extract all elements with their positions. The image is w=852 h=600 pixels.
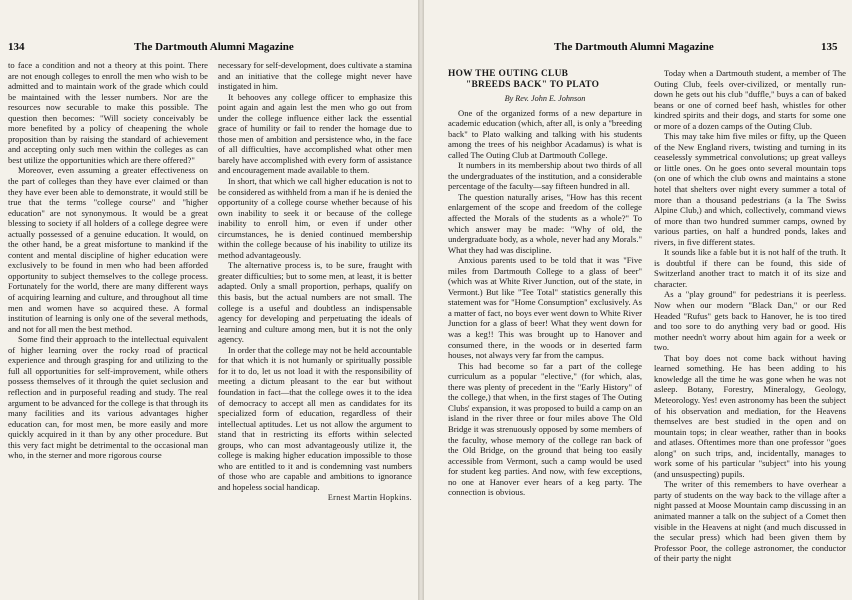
paragraph: Moreover, even assuming a greater effectiveness on the part of colleges than they have ever claimed or than they have ever been able to demonstrate, it would still be true that the terms "college course" and "higher education" are not synonymous. It would be a great blessing to society if all holders of a college degree were actually possessed of a genuine education. It would, on the other hand, be a great misfortune to mankind if the content and mental discipline of higher education were exclusively to be found in men who had been afforded opportunity to subject themselves to the college process. Fortunately for the world, there are many different ways of acquiring learning and culture, and throughout all time men and women have so acquired these. A formal institution of learning is only one of the several methods, and not for all men the best method. <box>8 165 208 334</box>
paragraph: In short, that which we call higher education is not to be considered as withheld from a man if he is denied the opportunity of a college course whether because of his own inability to seek it or because of the college inability to enroll him, or even if under other circumstances, he is denied continued membership within the college because of his inability to utilize its method advantageously. <box>218 176 413 260</box>
paragraph: This had become so far a part of the college curriculum as a popular "elective," (for which, alas, there was plenty of precedent in the "Early History" of the college,) that when, in the first stages of The Outing Clubs' expansion, it was proposed to build a camp on an island in the river three or four miles above The Old Bridge it was strenuously opposed by some members of the faculty, whose memory of the college ran back of the Old Bridge, on the ground that being too easily accessible from Vermont, such a camp would be used for student keg parties. And now, with few exceptions, no one at Hanover ever hears of a keg party. The connection is obvious. <box>448 360 642 498</box>
page-number-right: 135 <box>821 41 838 53</box>
paragraph: Today when a Dartmouth student, a member of The Outing Club, feels over-civilized, or mentally run-down he gets out his club "duffle," buys a can of baked beans or one of corned beef hash, whistles for other kindred spirits and their dogs, and starts for some one or more of a dozen camps of the Outing Club. <box>654 68 846 131</box>
article-title-line-2: "BREEDS BACK" TO PLATO <box>466 80 600 90</box>
paragraph: The writer of this remembers to have overhear a party of students on the way back to the village after a night passed at Moose Mountain camp discussing in an animated manner a talk on the subject of a Comet then visible in the Heavens at night (and much discussed in the secular press) which had been given them by Professor Poor, the college astronomer, the conductor of their party the night <box>654 479 846 564</box>
paragraph: This may take him five miles or fifty, up the Queen of the New England rivers, twisting and turning in its ceaselessly symmetrical convolutions; up great valleys or little ones. On he goes onto several mountain tops (on one of which the club owns and maintains a stone hotel that shelters over night every summer a total of more than a thousand pedestrians (a la The Swiss Alpine Club,) and which, collectively, command views of more than two hundred summer camps, owned by various parties, on half a hundred ponds, lakes and rivers, in five different states. <box>654 131 846 247</box>
paragraph: It sounds like a fable but it is not half of the truth. It is doubtful if there can be found, this side of Switzerland another tract to match it of its size and character. <box>654 247 846 289</box>
left-column-1 <box>8 60 208 461</box>
article-byline: By Rev. John E. Johnson <box>504 94 586 103</box>
running-head-left: The Dartmouth Alumni Magazine <box>134 41 294 53</box>
page-number-left: 134 <box>8 41 25 53</box>
paragraph: As a "play ground" for pedestrians it is peerless. Now when our modern "Black Dan," or our Red Headed "Rufus" gets back to Hanover, he is too tired and too sore to do anything very bad or good. His mother needn't worry about him again for a week or two. <box>654 289 846 353</box>
paragraph: It numbers in its membership about two thirds of all the undergraduates of the institution, and a considerable percentage of the faculty—say fifteen hundred in all. <box>448 160 642 192</box>
right-page <box>424 0 852 600</box>
left-column-2 <box>218 60 412 504</box>
paragraph: In order that the college may not be held accountable for that which it is not humanly or spiritually possible for it to do, let us not load it with the responsibility of meeting a dictum pleasant to the ear but without foundation in fact—that the college owes it to the idea of democracy to accept all men as candidates for its specialized form of education, regardless of their intellectual aptitudes. Let us not allow the argument to stand that in restricting its efforts within selected groups, who can most advantageously utilize it, the college is making higher education impossible to those who are entitled to it and is condemning vast numbers of those who are capable and ambitions to ignorance and hopeless social handicap. <box>218 344 412 492</box>
paragraph: Some find their approach to the intellectual equivalent of higher learning over the rocky road of practical experience and through grasping for and utilizing to the full all opportunities for self-improvement, while others possess themselves of it through the quiet seclusion and reflection and in purposeful reading and study. The real argument to be advanced for the college is that through its many facilities and its various advantages higher education can, for most men, be more easily and more quickly acquired in it than by any other procedure. But this very fact might be detrimental to the occasional man who, in the sterner and more rigorous course <box>8 334 208 461</box>
paragraph: That boy does not come back without having learned something. He has been adding to his knowledge all the time he was gone when he was not asleep. Botany, Forestry, Mineralogy, Geology, Meteorology. Yes! even astronomy has been the subject of his observation and mediation, for the Heavens themselves are best studied in the open and on mountain tops; in clear weather, rather than in books and atlases. Oftentimes more than one professor "goes along" on such trips, and, incidentally, manages to work some of his particular "subject" into his young (and unsuspecting) pupils. <box>654 352 846 479</box>
paragraph: to face a condition and not a theory at this point. There are not enough colleges to enroll the men who wish to be admitted and to maintain work of the grade which could be maintained with the lesser numbers. Nor are the resources now securable to make this possible. The question then becomes: "Will society conceivably be more benefited by a policy of cheapening the whole proposition than by raising the standard of achievement and accepting only such men within the colleges as can best utilize the opportunities which are there offered?" <box>8 60 208 165</box>
paragraph: The alternative process is, to be sure, fraught with greater difficulties; but to some men, at least, it is better adapted. Only a small proportion, perhaps, qualify on this basis, but the actual numbers are not small. The college is a useful and doubtless an indispensable agency for developing and perpetuating the ideals of learning and culture among men, but it is not the only agency. <box>218 260 412 345</box>
left-page <box>0 0 418 600</box>
right-column-2 <box>654 68 846 564</box>
paragraph: One of the organized forms of a new departure in academic education (which, after all, is only a "breeding back" to Plato walking and talking with his students among the trees of his neighbor Acadamus) is what is called The Outing Club at Dartmouth College. <box>448 107 642 160</box>
paragraph: The question naturally arises, "How has this recent enlargement of the scope and freedom of the college affected the Morals of the students as a whole?" To which answer may be made: "Why of old, the undergraduate body, as a whole, never had any Morals." What they had was discipline. <box>448 191 642 255</box>
running-head-right: The Dartmouth Alumni Magazine <box>554 41 714 53</box>
paragraph: It behooves any college officer to emphasize this point again and again lest the men who go out from under the college influence either lack the essential grace of humility or fail to render the homage due to those men of ambition and persistence who, in the face of all difficulties, have accomplished what other men barely have accomplished with every form of assistance and encouragement made available to them. <box>218 91 412 176</box>
article-title: HOW THE OUTING CLUB <box>448 69 569 79</box>
right-column-1 <box>448 69 642 498</box>
paragraph: necessary for self-development, does cultivate a stamina and an initiative that the college might never have instigated in him. <box>218 60 413 92</box>
author-signature: Ernest Martin Hopkins. <box>327 493 412 503</box>
paragraph: Anxious parents used to be told that it was "Five miles from Dartmouth College to a glass of beer" (which was at White River Junction, out of the state, in Vermont.) But like "Tee Total" statistics generally this statement was for "Home Consumption" exclusively. As a matter of fact, no boys ever went down to White River Junction for a glass of beer! What they went down for was a keg!! This was brought up to Hanover and consumed there, in the woods or in deserted farm houses, not always very far from the campus. <box>448 255 642 361</box>
